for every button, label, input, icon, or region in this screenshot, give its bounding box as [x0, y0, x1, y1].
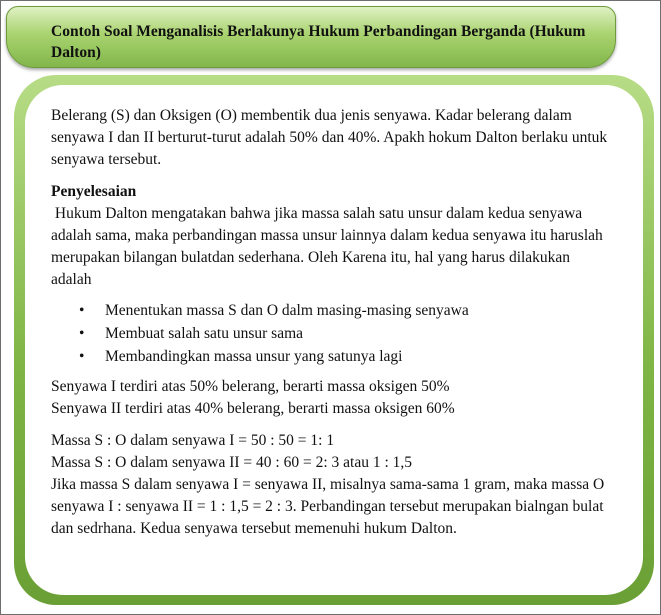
title-banner: [6, 6, 616, 68]
ratio-2-text: Massa S : O dalam senyawa II = 40 : 60 = 2: 3 atau 1 : 1,5: [51, 454, 413, 471]
list-item: [51, 345, 611, 368]
list-item: [51, 322, 611, 345]
bullet-icon: •: [79, 348, 85, 365]
solution-heading: Penyelesaian: [51, 183, 137, 200]
compound-2-text: Senyawa II terdiri atas 40% belerang, berarti massa oksigen 60%: [51, 400, 455, 417]
problem-text: Belerang (S) dan Oksigen (O) membentik dua jenis senyawa. Kadar belerang dalam senyawa I dan II berturut-turut adalah 50% dan 40%. Apakh hokum Dalton berlaku untuk senyawa tersebut.: [51, 107, 608, 168]
solution-intro: Hukum Dalton mengatakan bahwa jika massa salah satu unsur dalam kedua senyawa adalah sama, maka perbandingan massa unsur lainnya dalam kedua senyawa itu haruslah merupakan bilangan bulatdan sederhana. Oleh Karena itu, hal yang harus dilakukan adalah: [51, 205, 607, 288]
steps-list: [51, 299, 611, 368]
step-text: Menentukan massa S dan O dalm masing-masing senyawa: [105, 302, 469, 319]
bullet-icon: •: [79, 302, 85, 319]
step-text: Membuat salah satu unsur sama: [105, 325, 304, 342]
compound-1-text: Senyawa I terdiri atas 50% belerang, berarti massa oksigen 50%: [51, 378, 450, 395]
list-item: [51, 299, 611, 322]
bullet-icon: •: [79, 325, 85, 342]
ratio-1-text: Massa S : O dalam senyawa I = 50 : 50 = 1: 1: [51, 432, 335, 449]
step-text: Membandingkan massa unsur yang satunya lagi: [105, 348, 403, 365]
conclusion-text: Jika massa S dalam senyawa I = senyawa II, misalnya sama-sama 1 gram, maka massa O senyawa I : senyawa II = 1 : 1,5 = 2 : 3. Perbandingan tersebut merupakan bialngan bulat dan sedrhana. Kedua senyawa tersebut memenuhi hukum Dalton.: [51, 476, 605, 537]
page-title: Contoh Soal Menganalisis Berlakunya Hukum Perbandingan Berganda (Hukum Dalton): [51, 23, 586, 61]
content-body: [51, 105, 611, 540]
